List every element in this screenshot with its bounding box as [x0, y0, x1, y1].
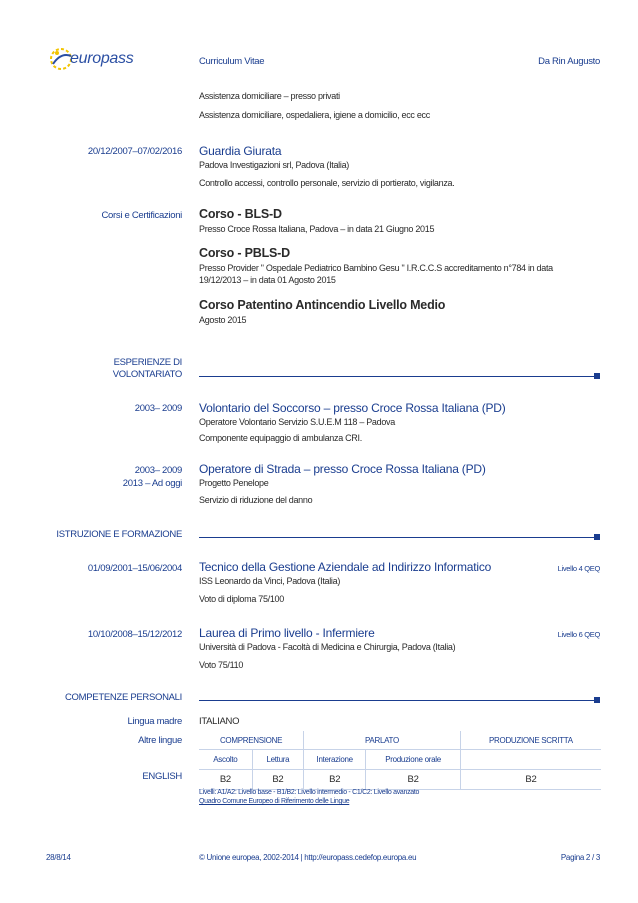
level-cell: B2 — [366, 770, 461, 790]
header-produzione-scritta: PRODUZIONE SCRITTA — [460, 731, 601, 750]
header-comprensione: COMPRENSIONE — [199, 731, 304, 750]
entry-line: Voto di diploma 75/100 — [199, 594, 284, 604]
section-label-competenze: COMPETENZE PERSONALI — [65, 692, 182, 703]
subheader-interazione: Interazione — [304, 750, 366, 770]
entry-line: Assistenza domiciliare – presso privati — [199, 91, 340, 101]
language-skills-table — [199, 731, 601, 790]
entry-dates: 10/10/2008–15/12/2012 — [87, 629, 182, 640]
language-name: ENGLISH — [142, 771, 182, 782]
entry-line: ISS Leonardo da Vinci, Padova (Italia) — [199, 576, 341, 586]
level-cell: B2 — [199, 770, 252, 790]
cefr-link[interactable]: Quadro Comune Europeo di Riferimento delle Lingue — [199, 798, 350, 805]
subheader-ascolto: Ascolto — [199, 750, 252, 770]
entry-title: Tecnico della Gestione Aziendale ad Indirizzo Informatico — [199, 560, 492, 574]
table-subheader-row — [199, 750, 601, 770]
subheader-produzione-orale: Produzione orale — [366, 750, 461, 770]
entry-line: Servizio di riduzione del danno — [199, 495, 313, 505]
section-label-volontariato — [113, 357, 182, 381]
entry-dates — [123, 464, 182, 490]
qualification-level: Livello 6 QEQ — [557, 630, 600, 639]
candidate-name: Da Rin Augusto — [538, 56, 600, 67]
mother-tongue-label: Lingua madre — [127, 716, 182, 727]
table-header-row — [199, 731, 601, 750]
course-title: Corso Patentino Antincendio Livello Medio — [199, 298, 446, 312]
course-title: Corso - BLS-D — [199, 207, 282, 221]
entry-line: Componente equipaggio di ambulanza CRI. — [199, 433, 362, 443]
entry-dates: 2003– 2009 — [134, 403, 182, 414]
entry-title: Volontario del Soccorso – presso Croce Rossa Italiana (PD) — [199, 401, 506, 415]
footer-copyright[interactable]: © Unione europea, 2002-2014 | http://europass.cedefop.europa.eu — [199, 853, 417, 862]
entry-dates: 01/09/2001–15/06/2004 — [87, 563, 182, 574]
footer-date: 28/8/14 — [46, 853, 71, 862]
section-label-line: ESPERIENZE DI — [113, 357, 182, 368]
level-cell: B2 — [460, 770, 601, 790]
entry-line: Operatore Volontario Servizio S.U.E.M 118 – Padova — [199, 417, 395, 427]
level-cell: B2 — [304, 770, 366, 790]
qualification-level: Livello 4 QEQ — [557, 564, 600, 573]
section-divider-marker — [594, 534, 600, 540]
other-languages-label: Altre lingue — [138, 735, 182, 746]
section-divider — [199, 700, 594, 701]
level-cell: B2 — [252, 770, 303, 790]
mother-tongue-value: ITALIANO — [199, 716, 240, 727]
entry-dates: 20/12/2007–07/02/2016 — [87, 146, 182, 157]
document-title: Curriculum Vitae — [199, 56, 265, 67]
section-divider-marker — [594, 373, 600, 379]
section-divider — [199, 376, 594, 377]
date-line: 2003– 2009 — [134, 465, 182, 476]
entry-title: Operatore di Strada – presso Croce Rossa Italiana (PD) — [199, 462, 486, 476]
entry-line: Controllo accessi, controllo personale, servizio di portierato, vigilanza. — [199, 178, 455, 188]
europass-logo — [44, 44, 136, 74]
language-levels-note: Livelli: A1/A2: Livello base - B1/B2: Livello intermedio - C1/C2: Livello avanzato — [199, 789, 420, 796]
section-divider — [199, 537, 594, 538]
section-label-line: VOLONTARIATO — [112, 369, 182, 380]
section-label-corsi: Corsi e Certificazioni — [101, 210, 182, 221]
entry-title: Guardia Giurata — [199, 144, 282, 158]
entry-title: Laurea di Primo livello - Infermiere — [199, 626, 375, 640]
logo-text: europass — [70, 50, 134, 67]
subheader-empty — [460, 750, 601, 770]
course-line: Agosto 2015 — [199, 315, 247, 325]
entry-line: Voto 75/110 — [199, 660, 244, 670]
course-line: 19/12/2013 – in data 01 Agosto 2015 — [199, 275, 336, 285]
course-line: Presso Croce Rossa Italiana, Padova – in data 21 Giugno 2015 — [199, 224, 435, 234]
section-divider-marker — [594, 697, 600, 703]
header-parlato: PARLATO — [304, 731, 461, 750]
date-line: 2013 – Ad oggi — [122, 478, 182, 489]
course-title: Corso - PBLS-D — [199, 246, 290, 260]
footer-page-number: Pagina 2 / 3 — [560, 853, 600, 862]
subheader-lettura: Lettura — [252, 750, 303, 770]
entry-line: Progetto Penelope — [199, 478, 269, 488]
course-line: Presso Provider " Ospedale Pediatrico Bambino Gesu " I.R.C.C.S accreditamento n°784 in data — [199, 263, 553, 273]
table-row — [199, 770, 601, 790]
entry-line: Università di Padova - Facoltà di Medicina e Chirurgia, Padova (Italia) — [199, 642, 456, 652]
entry-line: Padova Investigazioni srl, Padova (Italia) — [199, 160, 349, 170]
entry-line: Assistenza domiciliare, ospedaliera, igiene a domicilio, ecc ecc — [199, 110, 430, 120]
section-label-istruzione: ISTRUZIONE E FORMAZIONE — [56, 529, 182, 540]
